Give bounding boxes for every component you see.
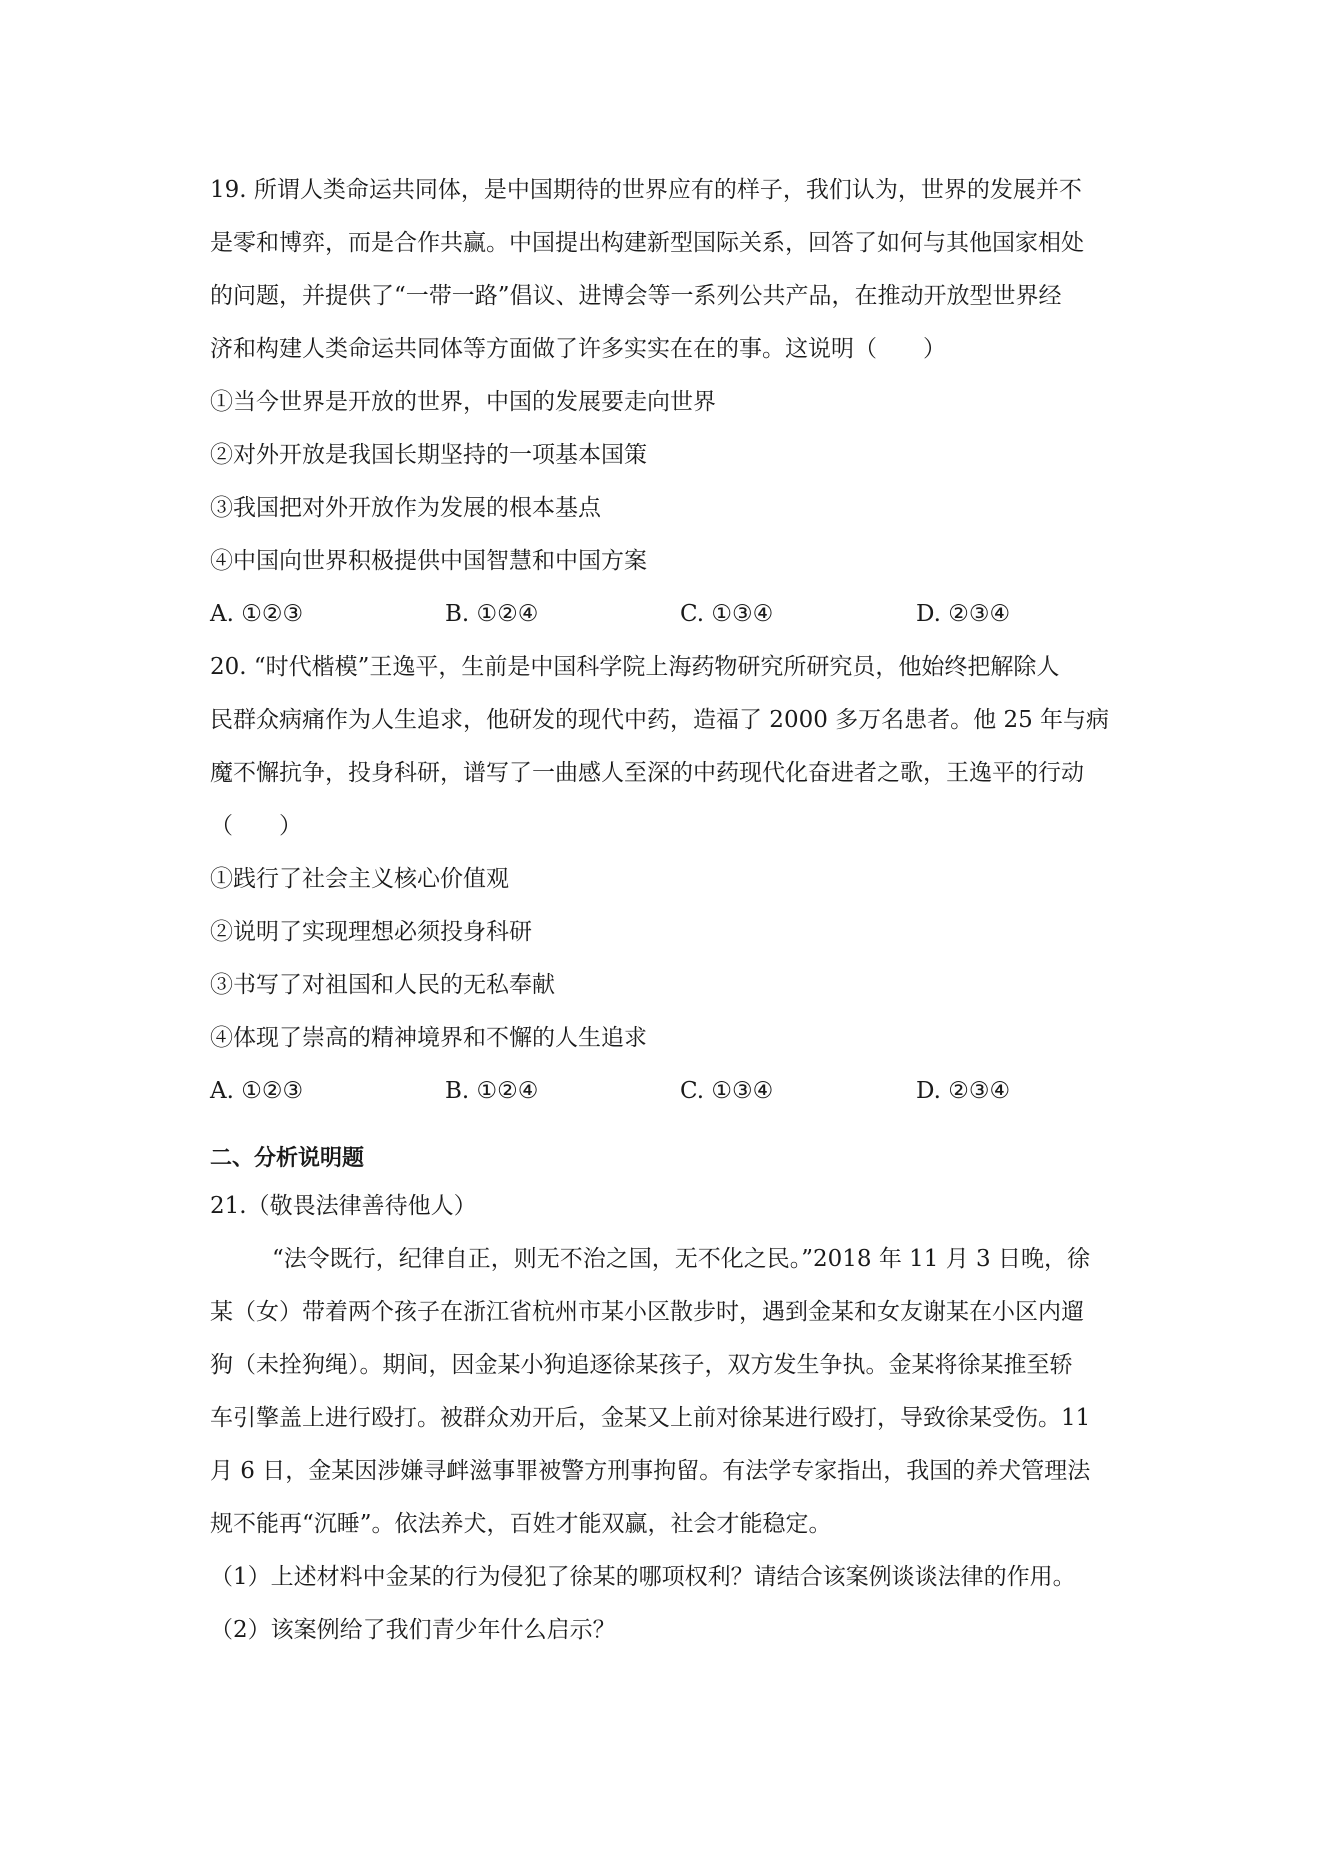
q21-material-line-5: 月 6 日，金某因涉嫌寻衅滋事罪被警方刑事拘留。有法学专家指出，我国的养犬管理法: [210, 1458, 1091, 1484]
q20-option-d[interactable]: D. ②③④: [916, 1078, 1011, 1104]
q20-item-4: ④体现了崇高的精神境界和不懈的人生追求: [210, 1025, 647, 1051]
q21-subquestion-2: （2）该案例给了我们青少年什么启示？: [210, 1617, 616, 1643]
section-2-heading: 二、分析说明题: [210, 1146, 365, 1171]
q20-item-3: ③书写了对祖国和人民的无私奉献: [210, 972, 555, 998]
q19-stem-line-1: 19. 所谓人类命运共同体，是中国期待的世界应有的样子，我们认为，世界的发展并不: [210, 177, 1082, 203]
q21-title: 21.（敬畏法律善待他人）: [210, 1193, 477, 1219]
q19-item-3: ③我国把对外开放作为发展的根本基点: [210, 495, 601, 521]
q19-item-1: ①当今世界是开放的世界，中国的发展要走向世界: [210, 389, 716, 415]
q19-item-2: ②对外开放是我国长期坚持的一项基本国策: [210, 442, 647, 468]
q20-option-a[interactable]: A. ①②③: [210, 1078, 304, 1104]
q20-option-c[interactable]: C. ①③④: [680, 1078, 774, 1104]
q21-material-line-3: 狗（未拴狗绳）。期间，因金某小狗追逐徐某孩子，双方发生争执。金某将徐某推至轿: [210, 1352, 1073, 1378]
q19-option-b[interactable]: B. ①②④: [445, 601, 539, 627]
q21-material-line-6: 规不能再“沉睡”。依法养犬，百姓才能双赢，社会才能稳定。: [210, 1511, 832, 1537]
q19-stem-line-3: 的问题，并提供了“一带一路”倡议、进博会等一系列公共产品，在推动开放型世界经: [210, 283, 1062, 309]
q19-option-a[interactable]: A. ①②③: [210, 601, 304, 627]
q20-stem-line-3: 魔不懈抗争，投身科研，谱写了一曲感人至深的中药现代化奋进者之歌，王逸平的行动: [210, 760, 1084, 786]
q20-item-2: ②说明了实现理想必须投身科研: [210, 919, 532, 945]
q21-subquestion-1: （1）上述材料中金某的行为侵犯了徐某的哪项权利？请结合该案例谈谈法律的作用。: [210, 1564, 1076, 1590]
q20-stem-line-1: 20. “时代楷模”王逸平，生前是中国科学院上海药物研究所研究员，他始终把解除人: [210, 654, 1060, 680]
q19-option-d[interactable]: D. ②③④: [916, 601, 1011, 627]
q20-option-b[interactable]: B. ①②④: [445, 1078, 539, 1104]
q21-material-line-1: “法令既行，纪律自正，则无不治之国，无不化之民。”2018 年 11 月 3 日晚，徐: [272, 1246, 1091, 1272]
q21-material-line-4: 车引擎盖上进行殴打。被群众劝开后，金某又上前对徐某进行殴打，导致徐某受伤。11: [210, 1405, 1091, 1431]
q20-stem-line-4: （ ）: [210, 813, 302, 839]
q19-stem-line-2: 是零和博弈，而是合作共赢。中国提出构建新型国际关系，回答了如何与其他国家相处: [210, 230, 1084, 256]
q21-material-line-2: 某（女）带着两个孩子在浙江省杭州市某小区散步时，遇到金某和女友谢某在小区内遛: [210, 1299, 1084, 1325]
q20-stem-line-2: 民群众病痛作为人生追求，他研发的现代中药，造福了 2000 多万名患者。他 25 年与病: [210, 707, 1110, 733]
q19-stem-line-4: 济和构建人类命运共同体等方面做了许多实实在在的事。这说明（ ）: [210, 336, 946, 362]
q20-item-1: ①践行了社会主义核心价值观: [210, 866, 509, 892]
q19-item-4: ④中国向世界积极提供中国智慧和中国方案: [210, 548, 647, 574]
q19-option-c[interactable]: C. ①③④: [680, 601, 774, 627]
